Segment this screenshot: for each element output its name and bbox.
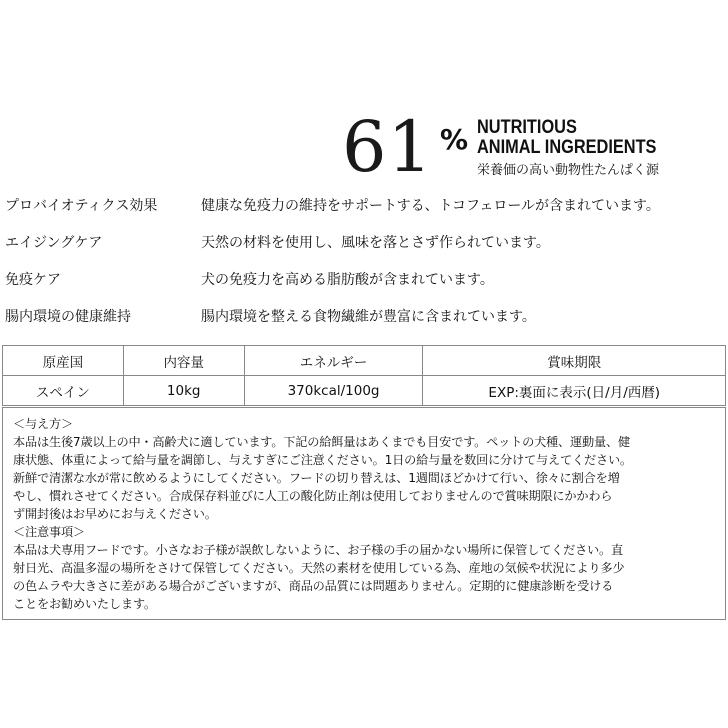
cell-energy: 370kcal/100g — [244, 376, 423, 406]
feature-description: 天然の材料を使用し、風味を落とさず作られています。 — [201, 235, 550, 251]
caution-line: 射日光、高温多湿の場所をさけて保管してください。天然の素材を使用している為、産地の気候や状況により多少 — [13, 561, 625, 575]
feature-item — [5, 270, 725, 307]
feature-description: 犬の免疫力を高める脂肪酸が含まれています。 — [201, 272, 494, 288]
spec-table — [2, 345, 726, 406]
percent-sign: % — [440, 123, 469, 156]
feature-item — [5, 307, 725, 344]
hero-subtitle: 栄養価の高い動物性たんぱく源 — [477, 163, 660, 178]
hero-title — [477, 118, 656, 158]
notes-box — [2, 407, 726, 620]
caution-line: の色ムラや大きさに差がある場合がございますが、商品の品質には問題ありません。定期的に健康診断を受ける — [13, 579, 614, 593]
caution-line: ことをお勧めいたします。 — [13, 597, 156, 611]
feeding-line: 新鮮で清潔な水が常に飲めるようにしてください。フードの切り替えは、1週間ほどかけて行い、徐々に割合を増 — [13, 471, 620, 485]
feature-item — [5, 196, 725, 233]
header-expiry: 賞味期限 — [423, 346, 726, 376]
cell-expiry: EXP:裏面に表示(日/月/西暦) — [423, 376, 726, 406]
spec-value-row — [3, 376, 726, 406]
feature-name: 腸内環境の健康維持 — [5, 309, 131, 325]
caution-heading: ＜注意事項＞ — [13, 525, 85, 539]
spec-header-row — [3, 346, 726, 376]
hero-banner — [0, 108, 728, 188]
feeding-line: 本品は生後7歳以上の中・高齢犬に適しています。下記の給餌量はあくまでも目安です。ペットの犬種、運動量、健 — [13, 435, 630, 449]
feeding-line: やし、慣れさせてください。合成保存料並びに人工の酸化防止剤は使用しておりませんので賞味期限にかかわら — [13, 489, 613, 503]
header-content: 内容量 — [123, 346, 244, 376]
feature-description: 健康な免疫力の維持をサポートする、トコフェロールが含まれています。 — [201, 198, 660, 214]
feeding-line: 康状態、体重によって給与量を調節し、与えすぎにご注意ください。1日の給与量を数回に分けて与えてください。 — [13, 453, 632, 467]
cell-origin: スペイン — [3, 376, 124, 406]
feeding-line: ず開封後はお早めにお与えください。 — [13, 507, 217, 521]
feature-name: エイジングケア — [5, 235, 103, 251]
hero-title-line1: NUTRITIOUS — [477, 117, 577, 138]
cell-content: 10kg — [123, 376, 244, 406]
header-origin: 原産国 — [3, 346, 124, 376]
caution-line: 本品は犬専用フードです。小さなお子様が誤飲しないように、お子様の手の届かない場所に保管してください。直 — [13, 543, 624, 557]
feature-item — [5, 233, 725, 270]
feature-description: 腸内環境を整える食物繊維が豊富に含まれています。 — [201, 309, 536, 325]
feature-name: 免疫ケア — [5, 272, 61, 288]
feature-list — [5, 196, 725, 344]
header-energy: エネルギー — [244, 346, 423, 376]
percentage-number: 61 — [342, 106, 434, 188]
feeding-heading: ＜与え方＞ — [13, 417, 73, 431]
feature-name: プロバイオティクス効果 — [5, 198, 158, 214]
hero-title-line2: ANIMAL INGREDIENTS — [477, 137, 657, 158]
